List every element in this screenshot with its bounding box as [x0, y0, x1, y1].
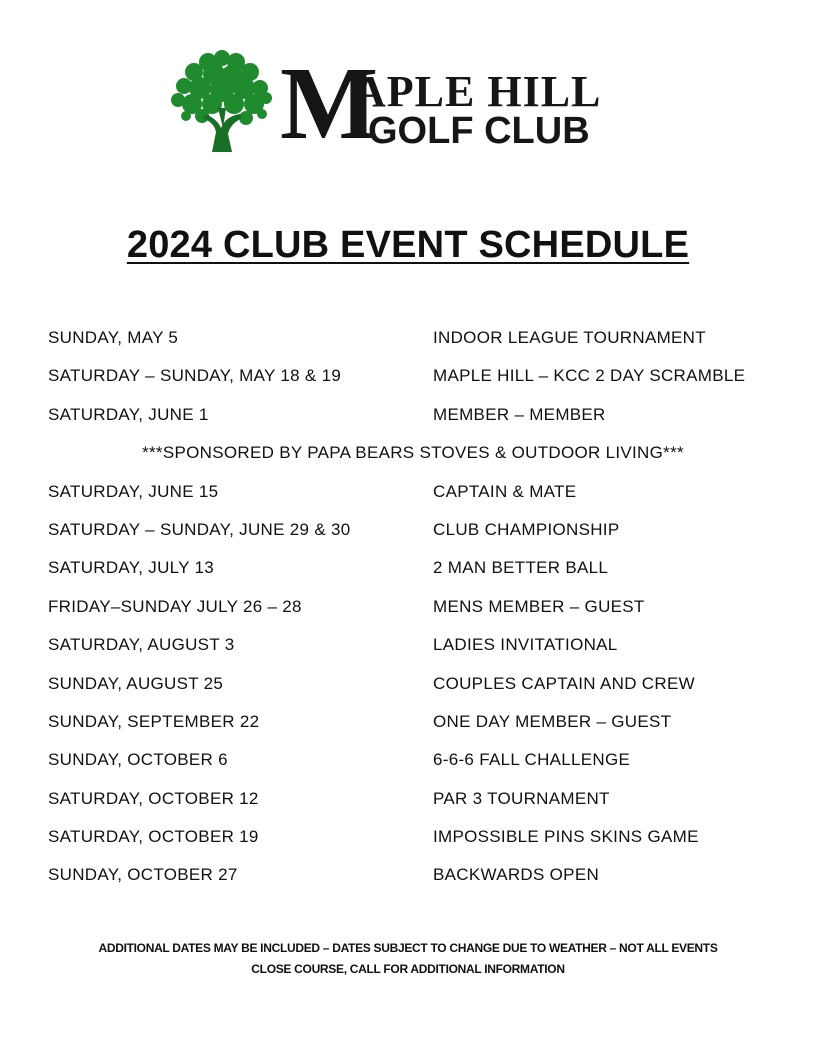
logo-initial: M	[280, 46, 377, 161]
schedule-row	[48, 477, 788, 515]
event-date: SATURDAY, AUGUST 3	[48, 635, 235, 655]
event-date: SUNDAY, OCTOBER 27	[48, 865, 238, 885]
schedule-row	[48, 669, 788, 707]
maple-tree-icon	[168, 48, 276, 154]
event-date: SATURDAY, JUNE 1	[48, 404, 209, 424]
event-date: SATURDAY, OCTOBER 19	[48, 827, 259, 847]
event-name: INDOOR LEAGUE TOURNAMENT	[433, 328, 706, 347]
schedule-row	[48, 630, 788, 668]
footer-line-2: CLOSE COURSE, CALL FOR ADDITIONAL INFORMATION	[251, 962, 565, 976]
event-date: SUNDAY, AUGUST 25	[48, 673, 224, 693]
event-name: MEMBER – MEMBER	[433, 404, 606, 424]
event-date: SUNDAY, SEPTEMBER 22	[48, 711, 260, 731]
logo-name: APLE HILL	[354, 67, 602, 116]
schedule-row	[48, 515, 788, 553]
event-name: LADIES INVITATIONAL	[433, 635, 618, 655]
event-name: MENS MEMBER – GUEST	[433, 596, 645, 616]
event-date: SUNDAY, MAY 5	[48, 328, 179, 347]
logo-subtitle: GOLF CLUB	[368, 110, 590, 152]
schedule-row	[48, 400, 788, 438]
event-name: COUPLES CAPTAIN AND CREW	[433, 673, 695, 693]
event-name: PAR 3 TOURNAMENT	[433, 788, 610, 808]
club-logo-wordmark	[280, 46, 650, 161]
schedule-row	[48, 553, 788, 591]
event-name: IMPOSSIBLE PINS SKINS GAME	[433, 827, 699, 847]
event-date: SUNDAY, OCTOBER 6	[48, 750, 228, 770]
event-name: 2 MAN BETTER BALL	[433, 558, 609, 578]
schedule-row	[48, 745, 788, 783]
page-title: 2024 CLUB EVENT SCHEDULE	[126, 224, 690, 266]
event-name: MAPLE HILL – KCC 2 DAY SCRAMBLE	[433, 366, 746, 386]
event-date: SATURDAY – SUNDAY, JUNE 29 & 30	[48, 519, 351, 539]
event-name: CAPTAIN & MATE	[433, 481, 577, 501]
footer-notice	[0, 938, 816, 980]
event-name: CLUB CHAMPIONSHIP	[433, 519, 620, 539]
schedule-row	[48, 592, 788, 630]
event-date: SATURDAY – SUNDAY, MAY 18 & 19	[48, 366, 342, 386]
event-date: SATURDAY, JUNE 15	[48, 481, 219, 501]
event-date: FRIDAY–SUNDAY JULY 26 – 28	[48, 596, 302, 616]
club-logo	[168, 46, 648, 161]
schedule-row	[48, 822, 788, 860]
schedule-row	[48, 323, 788, 361]
schedule-row	[48, 361, 788, 399]
event-name: 6-6-6 FALL CHALLENGE	[433, 750, 631, 770]
schedule-row	[48, 784, 788, 822]
footer-line-1: ADDITIONAL DATES MAY BE INCLUDED – DATES SUBJECT TO CHANGE DUE TO WEATHER – NOT ALL EVENTS	[98, 941, 718, 955]
schedule-row	[48, 860, 788, 898]
schedule-row	[48, 707, 788, 745]
event-date: SATURDAY, JULY 13	[48, 558, 215, 578]
event-name: ONE DAY MEMBER – GUEST	[433, 711, 672, 731]
sponsor-note: ***SPONSORED BY PAPA BEARS STOVES & OUTDOOR LIVING***	[142, 443, 684, 463]
event-schedule-list	[48, 323, 788, 899]
event-name: BACKWARDS OPEN	[433, 865, 600, 885]
event-date: SATURDAY, OCTOBER 12	[48, 788, 259, 808]
